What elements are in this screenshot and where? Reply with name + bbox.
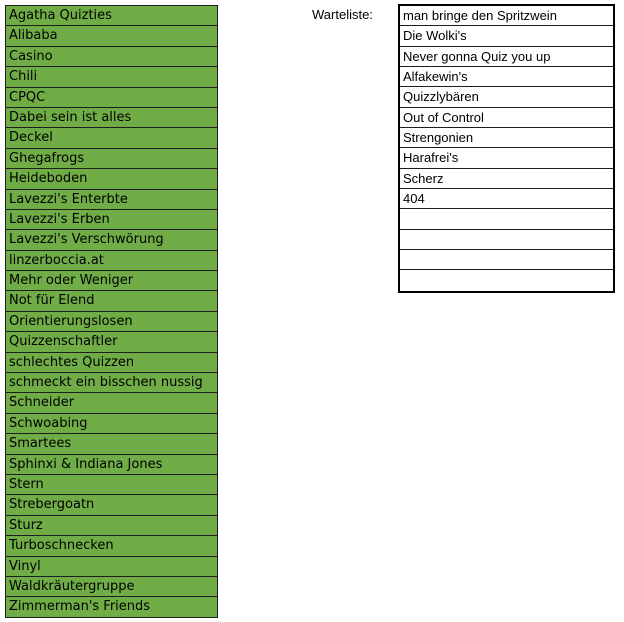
team-cell[interactable]: Smartees (5, 434, 218, 454)
team-cell[interactable]: Heideboden (5, 169, 218, 189)
waitlist-cell[interactable]: Alfakewin's (400, 67, 613, 87)
team-cell[interactable]: Schwoabing (5, 414, 218, 434)
team-cell[interactable]: Turboschnecken (5, 536, 218, 556)
team-cell[interactable]: Quizzenschaftler (5, 332, 218, 352)
waitlist-cell[interactable]: Out of Control (400, 108, 613, 128)
team-cell[interactable]: Casino (5, 47, 218, 67)
team-cell[interactable]: linzerboccia.at (5, 251, 218, 271)
team-cell[interactable]: Lavezzi's Erben (5, 210, 218, 230)
team-cell[interactable]: Waldkräutergruppe (5, 577, 218, 597)
team-cell[interactable]: Schneider (5, 393, 218, 413)
team-cell[interactable]: Alibaba (5, 26, 218, 46)
waitlist-cell[interactable]: man bringe den Spritzwein (400, 6, 613, 26)
waitlist-cell[interactable]: Harafrei's (400, 148, 613, 168)
team-cell[interactable]: Deckel (5, 128, 218, 148)
team-cell[interactable]: CPQC (5, 88, 218, 108)
team-list (5, 5, 218, 618)
team-cell[interactable]: Agatha Quizties (5, 6, 218, 26)
waitlist-cell[interactable]: Die Wolki's (400, 26, 613, 46)
waitlist-cell-empty[interactable] (400, 270, 613, 290)
team-cell[interactable]: Strebergoatn (5, 495, 218, 515)
team-cell[interactable]: Dabei sein ist alles (5, 108, 218, 128)
team-cell[interactable]: Not für Elend (5, 291, 218, 311)
team-cell[interactable]: Ghegafrogs (5, 149, 218, 169)
team-cell[interactable]: Zimmerman's Friends (5, 597, 218, 617)
team-cell[interactable]: Mehr oder Weniger (5, 271, 218, 291)
team-cell[interactable]: Vinyl (5, 557, 218, 577)
team-cell[interactable]: Sphinxi & Indiana Jones (5, 455, 218, 475)
waitlist-cell[interactable]: 404 (400, 189, 613, 209)
waitlist-cell[interactable]: Quizzlybären (400, 87, 613, 107)
waitlist-cell-empty[interactable] (400, 230, 613, 250)
waitlist-cell-empty[interactable] (400, 250, 613, 270)
waitlist-cell[interactable]: Scherz (400, 169, 613, 189)
team-cell[interactable]: Sturz (5, 516, 218, 536)
team-cell[interactable]: Lavezzi's Enterbte (5, 190, 218, 210)
team-cell[interactable]: schmeckt ein bisschen nussig (5, 373, 218, 393)
waitlist-cell[interactable]: Strengonien (400, 128, 613, 148)
team-cell[interactable]: Chili (5, 67, 218, 87)
waitlist-table (398, 4, 615, 293)
waitlist-cell-empty[interactable] (400, 209, 613, 229)
team-cell[interactable]: schlechtes Quizzen (5, 353, 218, 373)
team-cell[interactable]: Orientierungslosen (5, 312, 218, 332)
team-cell[interactable]: Stern (5, 475, 218, 495)
waitlist-cell[interactable]: Never gonna Quiz you up (400, 47, 613, 67)
warteliste-label: Warteliste: (312, 7, 373, 22)
team-cell[interactable]: Lavezzi's Verschwörung (5, 230, 218, 250)
